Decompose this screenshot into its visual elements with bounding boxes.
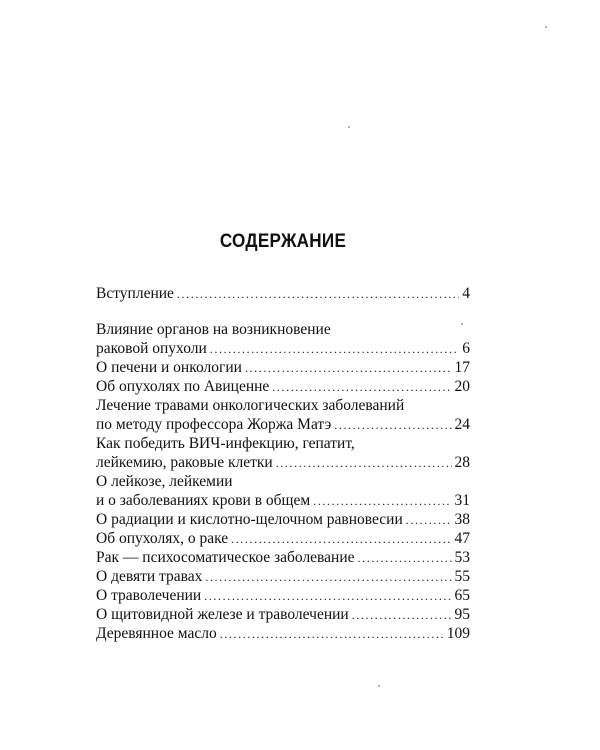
toc-entry (96, 586, 470, 605)
toc-entry-title: О радиации и кислотно-щелочном равновесии (96, 511, 403, 528)
toc-entry (96, 358, 470, 377)
toc-page-number: 28 (454, 454, 470, 471)
toc-entry-last-line (96, 339, 470, 358)
toc-page-number: 55 (454, 568, 470, 585)
toc-entry-title: лейкемию, раковые клетки (96, 454, 273, 471)
toc-entry (96, 510, 470, 529)
toc-entry (96, 567, 470, 586)
toc-entry-line (96, 434, 470, 453)
toc-entry-title: по методу профессора Жоржа Матэ (96, 416, 332, 433)
toc-entry-last-line (96, 567, 470, 586)
toc-entry-title: Как победить ВИЧ-инфекцию, гепатит, (96, 435, 355, 452)
toc-entry (96, 605, 470, 624)
toc-entry-last-line (96, 453, 470, 472)
toc-page-number: 38 (454, 511, 470, 528)
toc-dot-leader (313, 492, 451, 511)
toc-dot-leader (276, 454, 452, 473)
toc-page-number: 47 (454, 530, 470, 547)
toc-entry-title: Об опухолях, о раке (96, 530, 229, 547)
toc-dot-leader (220, 625, 444, 644)
toc-entry-title: О траволечении (96, 587, 202, 604)
toc-entry-last-line (96, 586, 470, 605)
toc-entry-line (96, 472, 470, 491)
toc-page-number: 53 (454, 549, 470, 566)
toc-dot-leader (272, 378, 451, 397)
toc-page-number: 65 (454, 587, 470, 604)
toc-entry-title: раковой опухоли (96, 340, 207, 357)
toc-entry-last-line (96, 510, 470, 529)
toc-entry-last-line (96, 358, 470, 377)
toc-entry-last-line (96, 605, 470, 624)
toc-dot-leader (406, 511, 452, 530)
toc-entry-title: Влияние органов на возникновение (96, 321, 331, 338)
toc-entry-last-line (96, 491, 470, 510)
toc-page-number: 20 (454, 378, 470, 395)
toc-entry (96, 548, 470, 567)
toc-dot-leader (204, 587, 451, 606)
toc-dot-leader (210, 340, 459, 359)
toc-entry-last-line (96, 377, 470, 396)
toc-entry (96, 284, 470, 303)
toc-dot-leader (358, 549, 452, 568)
toc-page-number: 24 (454, 416, 470, 433)
toc-entry (96, 529, 470, 548)
table-of-contents (96, 284, 470, 643)
toc-dot-leader (205, 568, 451, 587)
paper-speck (378, 685, 380, 687)
toc-page-number: 17 (454, 359, 470, 376)
toc-entry-title: Об опухолях по Авиценне (96, 378, 270, 395)
toc-entry (96, 434, 470, 472)
page-title: СОДЕРЖАНИЕ (219, 231, 347, 252)
toc-page-number: 6 (462, 340, 470, 357)
toc-page-number: 31 (454, 492, 470, 509)
toc-entry-last-line (96, 624, 470, 643)
toc-entry-title: О лейкозе, лейкемии (96, 473, 233, 490)
toc-entry-last-line (96, 415, 470, 434)
toc-entry-line (96, 320, 470, 339)
toc-page-number: 95 (454, 606, 470, 623)
toc-entry-title: Лечение травами онкологических заболеваний (96, 397, 405, 414)
toc-entry-last-line (96, 284, 470, 303)
toc-section-gap (96, 303, 470, 320)
toc-entry (96, 472, 470, 510)
toc-entry-title: О девяти травах (96, 568, 203, 585)
toc-entry-title: Вступление (96, 285, 174, 302)
paper-speck (461, 323, 463, 325)
toc-entry-last-line (96, 548, 470, 567)
toc-entry (96, 377, 470, 396)
toc-entry (96, 320, 470, 358)
toc-dot-leader (231, 530, 451, 549)
toc-entry-title: О щитовидной железе и траволечении (96, 606, 349, 623)
toc-entry-title: и о заболеваниях крови в общем (96, 492, 311, 509)
toc-entry (96, 624, 470, 643)
toc-page-number: 109 (446, 625, 470, 642)
toc-entry (96, 396, 470, 434)
toc-entry-line (96, 396, 470, 415)
toc-page-number: 4 (462, 285, 470, 302)
toc-entry-title: О печени и онкологии (96, 359, 242, 376)
paper-speck (545, 26, 547, 28)
toc-entry-last-line (96, 529, 470, 548)
toc-dot-leader (245, 359, 452, 378)
paper-speck (348, 126, 350, 128)
toc-dot-leader (177, 285, 459, 304)
toc-entry-title: Деревянное масло (96, 625, 217, 642)
toc-dot-leader (334, 416, 451, 435)
toc-entry-title: Рак — психосоматическое заболевание (96, 549, 355, 566)
toc-dot-leader (352, 606, 452, 625)
